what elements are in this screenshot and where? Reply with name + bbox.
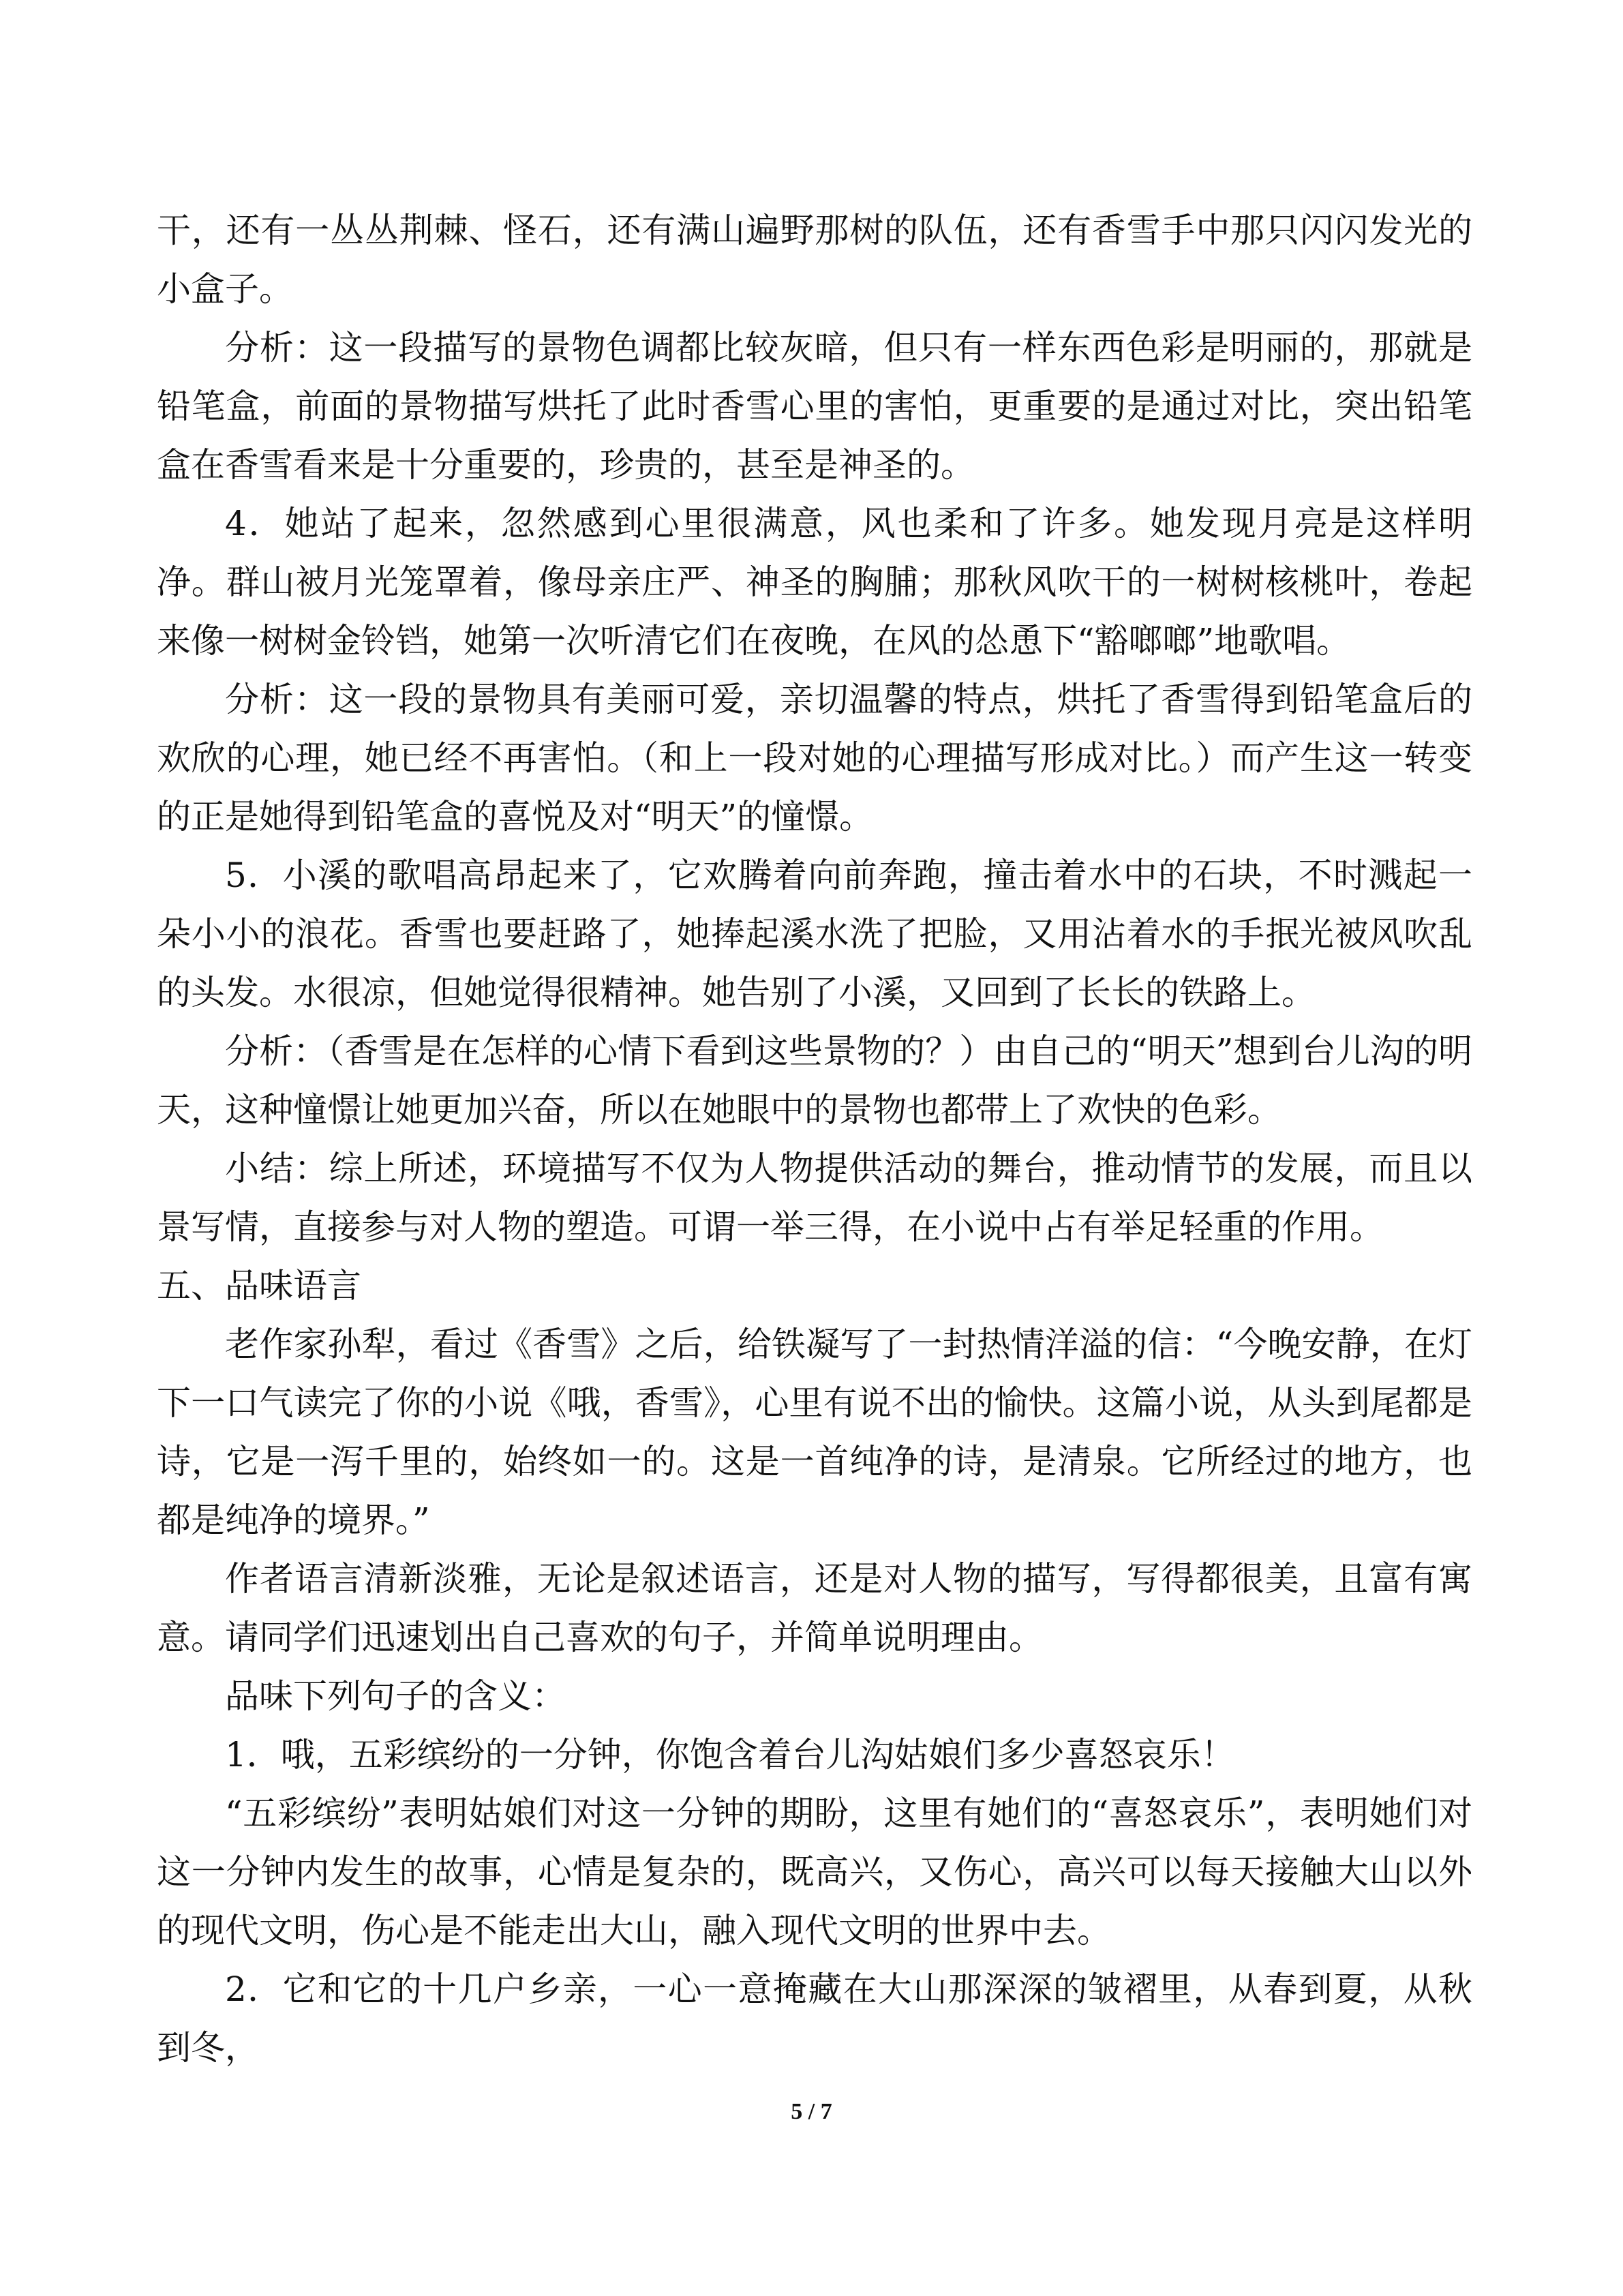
- sunli-letter-paragraph: 老作家孙犁，看过《香雪》之后，给铁凝写了一封热情洋溢的信：“今晚安静，在灯下一口气读完了你的小说《哦，香雪》，心里有说不出的愉快。这篇小说，从头到尾都是诗，它是一泻千里的，始终如一的。这是一首纯净的诗，是清泉。它所经过的地方，也都是纯净的境界。”: [157, 1325, 1472, 1540]
- language-style-paragraph: 作者语言清新淡雅，无论是叙述语言，还是对人物的描写，写得都很美，且富有寓意。请同学们迅速划出自己喜欢的句子，并简单说明理由。: [157, 1559, 1472, 1657]
- page-number: 5 / 7: [791, 2099, 832, 2124]
- sentence-explanation-1: “五彩缤纷”表明姑娘们对这一分钟的期盼，这里有她们的“喜怒哀乐”，表明她们对这一分钟内发生的故事，心情是复杂的，既高兴，又伤心，高兴可以每天接触大山以外的现代文明，伤心是不能走出大山，融入现代文明的世界中去。: [157, 1794, 1472, 1950]
- summary-paragraph: 小结：综上所述，环境描写不仅为人物提供活动的舞台，推动情节的发展，而且以景写情，直接参与对人物的塑造。可谓一举三得，在小说中占有举足轻重的作用。: [157, 1149, 1472, 1247]
- analysis-paragraph-4: 分析：这一段的景物具有美丽可爱，亲切温馨的特点，烘托了香雪得到铅笔盒后的欢欣的心理，她已经不再害怕。（和上一段对她的心理描写形成对比。）而产生这一转变的正是她得到铅笔盒的喜悦及对“明天”的憧憬。: [157, 680, 1472, 836]
- document-body: [157, 201, 1472, 2077]
- excerpt-paragraph-4: 4．她站了起来，忽然感到心里很满意，风也柔和了许多。她发现月亮是这样明净。群山被月光笼罩着，像母亲庄严、神圣的胸脯；那秋风吹干的一树树核桃叶，卷起来像一树树金铃铛，她第一次听清它们在夜晚，在风的怂恿下“豁啷啷”地歌唱。: [157, 504, 1472, 661]
- excerpt-paragraph-5: 5．小溪的歌唱高昂起来了，它欢腾着向前奔跑，撞击着水中的石块，不时溅起一朵小小的浪花。香雪也要赶路了，她捧起溪水洗了把脸，又用沾着水的手抿光被风吹乱的头发。水很凉，但她觉得很精神。她告别了小溪，又回到了长长的铁路上。: [157, 856, 1472, 1012]
- section-heading: 五、品味语言: [157, 1266, 361, 1305]
- paragraph-continued: 干，还有一丛丛荆棘、怪石，还有满山遍野那树的队伍，还有香雪手中那只闪闪发光的小盒子。: [157, 211, 1472, 309]
- sentence-prompt: 品味下列句子的含义：: [225, 1676, 566, 1716]
- analysis-paragraph-3: 分析：这一段描写的景物色调都比较灰暗，但只有一样东西色彩是明丽的，那就是铅笔盒，前面的景物描写烘托了此时香雪心里的害怕，更重要的是通过对比，突出铅笔盒在香雪看来是十分重要的，珍贵的，甚至是神圣的。: [157, 328, 1472, 485]
- sentence-item-1: 1．哦，五彩缤纷的一分钟，你饱含着台儿沟姑娘们多少喜怒哀乐！: [225, 1735, 1235, 1774]
- sentence-item-2: 2．它和它的十几户乡亲，一心一意掩藏在大山那深深的皱褶里，从春到夏，从秋到冬，: [157, 1969, 1472, 2068]
- analysis-paragraph-5: 分析：（香雪是在怎样的心情下看到这些景物的？）由自己的“明天”想到台儿沟的明天，这种憧憬让她更加兴奋，所以在她眼中的景物也都带上了欢快的色彩。: [157, 1031, 1472, 1130]
